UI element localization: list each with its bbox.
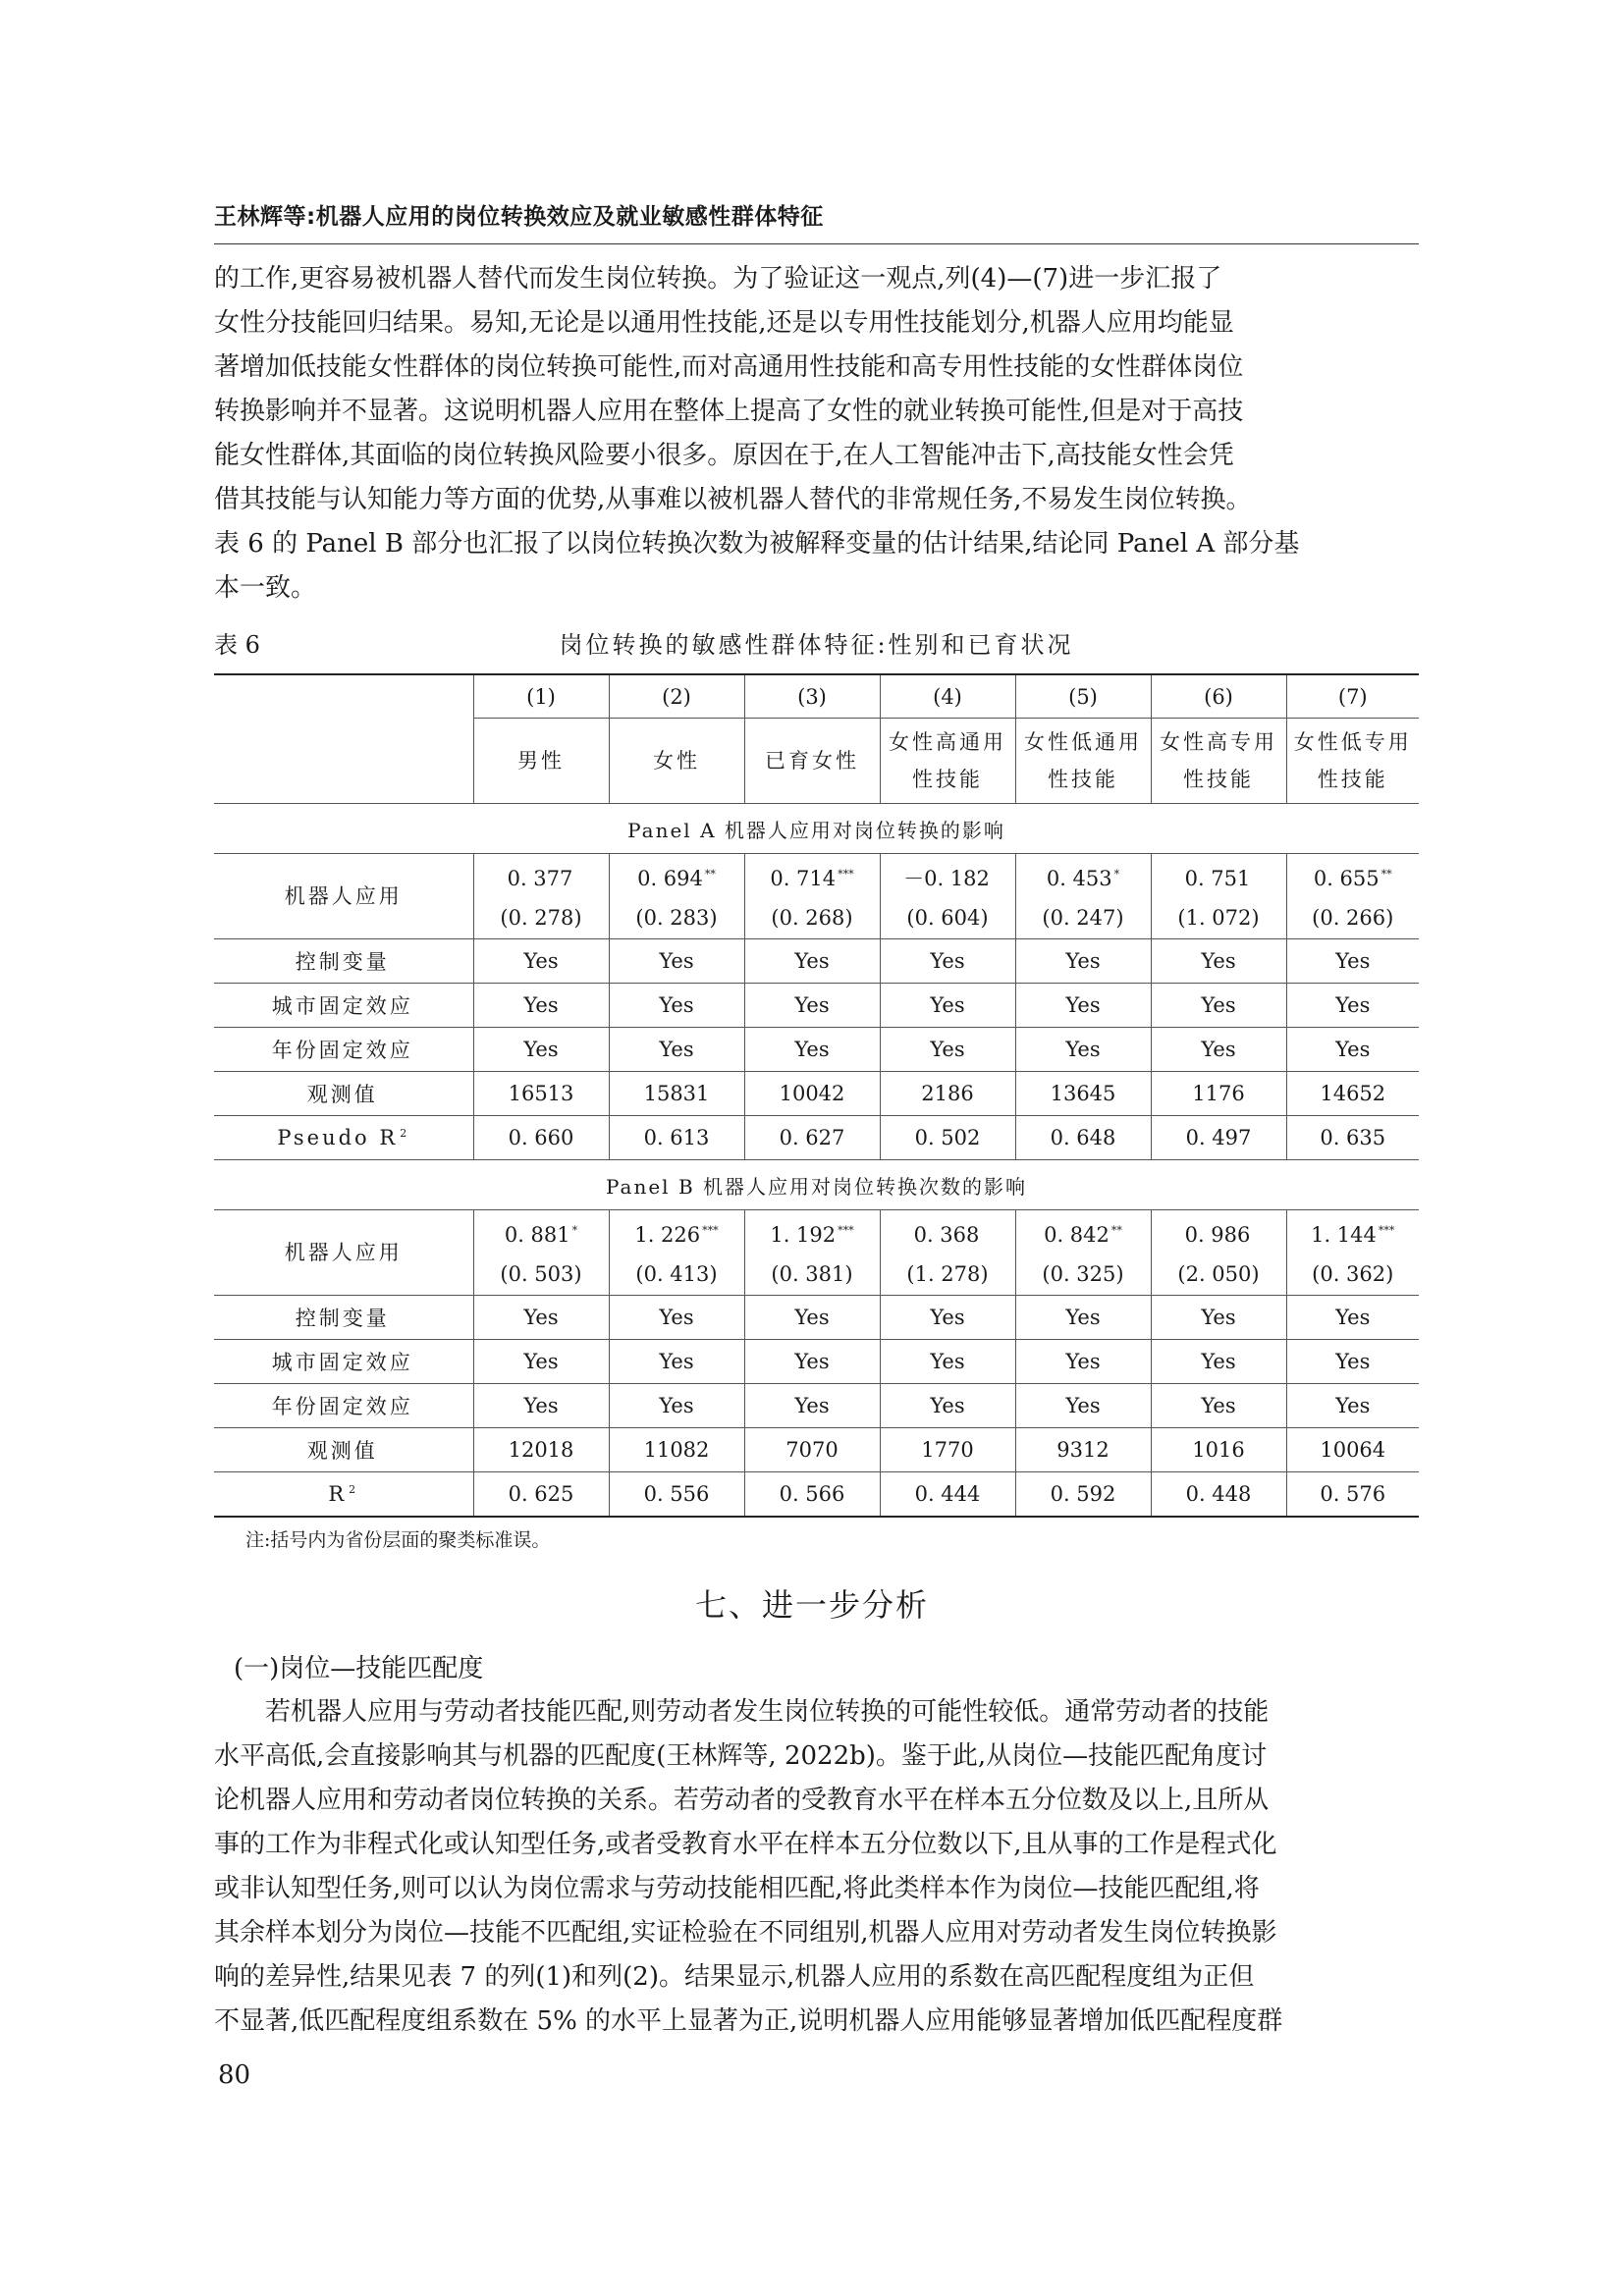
text-line: 水平高低,会直接影响其与机器的匹配度(王林辉等, 2022b)。鉴于此,从岗位—技能匹配角度讨 — [214, 1741, 1268, 1771]
row-label-superscript: 2 — [349, 1483, 359, 1496]
column-number: (2) — [609, 674, 744, 719]
row-label-text: 年份固定效应 — [271, 1395, 413, 1418]
table-cell: 0. 613 — [609, 1116, 744, 1160]
coefficient-cell — [1286, 1210, 1419, 1296]
coefficient-value: 0. 881 — [504, 1223, 570, 1247]
standard-error: (0. 283) — [635, 906, 718, 930]
coefficient-value: 1. 144 — [1311, 1223, 1377, 1247]
standard-error: (0. 413) — [635, 1262, 718, 1286]
table-cell: 10042 — [744, 1072, 880, 1116]
table-cell: Yes — [609, 1384, 744, 1428]
body-paragraph-2 — [214, 1690, 1419, 2044]
standard-error: (1. 278) — [906, 1262, 989, 1286]
coefficient-value: 0. 655 — [1313, 867, 1380, 890]
coefficient-value: 0. 986 — [1184, 1223, 1251, 1247]
table-cell: 0. 660 — [473, 1116, 609, 1160]
row-label: 机器人应用 — [214, 854, 473, 939]
table-cell: 0. 448 — [1151, 1472, 1286, 1518]
table-cell: Yes — [473, 1384, 609, 1428]
table-cell: Yes — [609, 1340, 744, 1384]
table-number: 表 6 — [214, 631, 260, 659]
standard-error: (0. 325) — [1042, 1262, 1124, 1286]
text-line: 著增加低技能女性群体的岗位转换可能性,而对高通用性技能和高专用性技能的女性群体岗位 — [214, 352, 1244, 382]
row-label-text: 城市固定效应 — [271, 994, 413, 1018]
column-header: 女性低专用 性技能 — [1286, 719, 1419, 804]
table-cell: Yes — [1015, 1028, 1151, 1072]
row-label-text: R — [328, 1482, 348, 1506]
table-row — [214, 1384, 1419, 1428]
table-cell: 0. 576 — [1286, 1472, 1419, 1518]
table-cell: Yes — [1015, 1340, 1151, 1384]
table-cell: Yes — [880, 1340, 1015, 1384]
table-cell: Yes — [1286, 1384, 1419, 1428]
table-row — [214, 1028, 1419, 1072]
text-line: 或非认知型任务,则可以认为岗位需求与劳动技能相匹配,将此类样本作为岗位—技能匹配组,将 — [214, 1874, 1260, 1903]
column-number: (1) — [473, 674, 609, 719]
significance-stars: ** — [1380, 868, 1392, 881]
table-cell: 0. 497 — [1151, 1116, 1286, 1160]
row-label — [214, 1296, 473, 1340]
table-cell: Yes — [1286, 984, 1419, 1028]
table-cell: Yes — [473, 1340, 609, 1384]
table-cell: Yes — [609, 984, 744, 1028]
coefficient-value: 0. 714 — [770, 867, 837, 890]
coefficient-cell — [1286, 854, 1419, 939]
table-row — [214, 939, 1419, 984]
table-cell: Yes — [609, 1028, 744, 1072]
coefficient-row — [214, 1210, 1419, 1296]
row-label — [214, 1028, 473, 1072]
standard-error: (2. 050) — [1177, 1262, 1260, 1286]
standard-error: (0. 604) — [906, 906, 989, 930]
coefficient-value: 0. 453 — [1046, 867, 1112, 890]
table-cell: Yes — [744, 939, 880, 984]
row-label: 机器人应用 — [214, 1210, 473, 1296]
row-label — [214, 984, 473, 1028]
significance-stars: ** — [704, 868, 716, 881]
column-number-row — [214, 674, 1419, 719]
table-cell: Yes — [473, 1028, 609, 1072]
panel-a-title-row — [214, 804, 1419, 854]
table-cell: 13645 — [1015, 1072, 1151, 1116]
row-label-text: 观测值 — [306, 1083, 378, 1106]
text-line: 的工作,更容易被机器人替代而发生岗位转换。为了验证这一观点,列(4)—(7)进一步汇报了 — [214, 264, 1222, 294]
coefficient-value: 0. 842 — [1044, 1223, 1110, 1247]
table-cell: Yes — [744, 1296, 880, 1340]
table-cell: Yes — [473, 939, 609, 984]
table-cell: 14652 — [1286, 1072, 1419, 1116]
table-row — [214, 1116, 1419, 1160]
coefficient-cell — [609, 854, 744, 939]
text-line: 事的工作为非程式化或认知型任务,或者受教育水平在样本五分位数以下,且从事的工作是程式化 — [214, 1830, 1277, 1859]
row-label — [214, 1116, 473, 1160]
column-header: 男性 — [473, 719, 609, 804]
standard-error: (0. 247) — [1042, 906, 1124, 930]
table-cell: 0. 566 — [744, 1472, 880, 1518]
row-label-text: Pseudo R — [277, 1126, 399, 1149]
text-line: 借其技能与认知能力等方面的优势,从事难以被机器人替代的非常规任务,不易发生岗位转换。 — [214, 485, 1252, 514]
column-number: (7) — [1286, 674, 1419, 719]
table-cell: Yes — [1286, 1296, 1419, 1340]
text-line: 论机器人应用和劳动者岗位转换的关系。若劳动者的受教育水平在样本五分位数及以上,且所从 — [214, 1786, 1270, 1815]
table-cell: 0. 625 — [473, 1472, 609, 1518]
standard-error: (0. 266) — [1312, 906, 1394, 930]
table-cell: Yes — [1151, 1296, 1286, 1340]
row-label-text: 控制变量 — [295, 950, 390, 974]
table-cell: Yes — [609, 939, 744, 984]
stub-header — [214, 674, 473, 804]
coefficient-cell — [880, 1210, 1015, 1296]
coefficient-value: －0. 182 — [903, 867, 990, 890]
coefficient-value: 0. 751 — [1184, 867, 1251, 890]
panel-b-body — [214, 1210, 1419, 1518]
coefficient-cell — [744, 1210, 880, 1296]
coefficient-value: 1. 192 — [770, 1223, 837, 1247]
row-label — [214, 1384, 473, 1428]
table-cell: Yes — [1151, 939, 1286, 984]
panel-a-title: Panel A 机器人应用对岗位转换的影响 — [214, 804, 1419, 854]
row-label — [214, 1428, 473, 1472]
page-number: 80 — [218, 2060, 251, 2090]
column-number: (5) — [1015, 674, 1151, 719]
table-row — [214, 1472, 1419, 1518]
coefficient-value: 0. 368 — [913, 1223, 980, 1247]
significance-stars: ** — [1110, 1224, 1122, 1237]
column-header: 女性高专用 性技能 — [1151, 719, 1286, 804]
running-title: 王林辉等:机器人应用的岗位转换效应及就业敏感性群体特征 — [214, 204, 824, 230]
row-label — [214, 1340, 473, 1384]
table-cell: Yes — [1015, 984, 1151, 1028]
table-cell: Yes — [880, 939, 1015, 984]
section-heading: 七、进一步分析 — [694, 1586, 929, 1624]
table-row — [214, 984, 1419, 1028]
row-label — [214, 1472, 473, 1518]
table-cell: 11082 — [609, 1428, 744, 1472]
coefficient-cell — [609, 1210, 744, 1296]
table-cell: 0. 556 — [609, 1472, 744, 1518]
coefficient-cell — [744, 854, 880, 939]
row-label-superscript: 2 — [400, 1127, 410, 1140]
panel-b-title-row — [214, 1160, 1419, 1210]
text-line: 本一致。 — [214, 573, 317, 603]
table-row — [214, 1340, 1419, 1384]
column-header: 已育女性 — [744, 719, 880, 804]
table-cell: Yes — [1151, 1384, 1286, 1428]
coefficient-value: 0. 694 — [637, 867, 703, 890]
standard-error: (0. 503) — [500, 1262, 582, 1286]
table-cell: Yes — [1015, 1296, 1151, 1340]
table-row — [214, 1296, 1419, 1340]
table-cell: Yes — [609, 1296, 744, 1340]
standard-error: (0. 362) — [1312, 1262, 1394, 1286]
table-cell: 16513 — [473, 1072, 609, 1116]
coefficient-row — [214, 854, 1419, 939]
significance-stars: * — [1113, 868, 1120, 881]
significance-stars: * — [571, 1224, 578, 1237]
table-cell: 1016 — [1151, 1428, 1286, 1472]
table-cell: 15831 — [609, 1072, 744, 1116]
text-line: 不显著,低匹配程度组系数在 5% 的水平上显著为正,说明机器人应用能够显著增加低匹配程度群 — [214, 2006, 1283, 2036]
table-cell: Yes — [744, 984, 880, 1028]
table-title: 岗位转换的敏感性群体特征:性别和已育状况 — [559, 631, 1074, 659]
table-cell: Yes — [1286, 1340, 1419, 1384]
coefficient-value: 1. 226 — [634, 1223, 701, 1247]
table-cell: 9312 — [1015, 1428, 1151, 1472]
panel-a-body — [214, 854, 1419, 1160]
row-label-text: 城市固定效应 — [271, 1351, 413, 1374]
coefficient-cell — [1015, 1210, 1151, 1296]
standard-error: (0. 278) — [500, 906, 582, 930]
text-line: 女性分技能回归结果。易知,无论是以通用性技能,还是以专用性技能划分,机器人应用均能显 — [214, 308, 1234, 338]
table-note: 注:括号内为省份层面的聚类标准误。 — [245, 1529, 551, 1551]
table-cell: Yes — [880, 1028, 1015, 1072]
table-row — [214, 1072, 1419, 1116]
row-label — [214, 1072, 473, 1116]
coefficient-cell — [473, 1210, 609, 1296]
text-line: 转换影响并不显著。这说明机器人应用在整体上提高了女性的就业转换可能性,但是对于高技 — [214, 397, 1244, 426]
row-label-text: 控制变量 — [295, 1307, 390, 1330]
table-cell: 0. 635 — [1286, 1116, 1419, 1160]
table-cell: Yes — [880, 1296, 1015, 1340]
table-cell: 0. 627 — [744, 1116, 880, 1160]
text-line: 表 6 的 Panel B 部分也汇报了以岗位转换次数为被解释变量的估计结果,结论同 Panel A 部分基 — [214, 529, 1300, 559]
column-header: 女性低通用 性技能 — [1015, 719, 1151, 804]
significance-stars: *** — [702, 1224, 719, 1237]
regression-table — [214, 673, 1419, 1518]
table-cell: Yes — [1151, 984, 1286, 1028]
running-header — [214, 194, 1419, 244]
panel-b-title: Panel B 机器人应用对岗位转换次数的影响 — [214, 1160, 1419, 1210]
table-cell: Yes — [744, 1384, 880, 1428]
standard-error: (1. 072) — [1177, 906, 1260, 930]
table-cell: 7070 — [744, 1428, 880, 1472]
table-cell: Yes — [1151, 1028, 1286, 1072]
row-label-text: 观测值 — [306, 1439, 378, 1463]
table-cell: 0. 444 — [880, 1472, 1015, 1518]
standard-error: (0. 268) — [771, 906, 853, 930]
table-cell: Yes — [880, 984, 1015, 1028]
standard-error: (0. 381) — [771, 1262, 853, 1286]
table-cell: Yes — [1286, 939, 1419, 984]
coefficient-value: 0. 377 — [507, 867, 573, 890]
table-caption — [214, 625, 1419, 661]
significance-stars: *** — [838, 868, 854, 881]
table-cell: Yes — [880, 1384, 1015, 1428]
table-cell: 2186 — [880, 1072, 1015, 1116]
table-cell: 1176 — [1151, 1072, 1286, 1116]
table-cell: Yes — [1015, 939, 1151, 984]
table-cell: 0. 648 — [1015, 1116, 1151, 1160]
table-cell: 0. 592 — [1015, 1472, 1151, 1518]
table-cell: Yes — [1015, 1384, 1151, 1428]
coefficient-cell — [473, 854, 609, 939]
text-line: 响的差异性,结果见表 7 的列(1)和列(2)。结果显示,机器人应用的系数在高匹配程度组为正但 — [214, 1962, 1255, 1992]
table-cell: 10064 — [1286, 1428, 1419, 1472]
text-line: 其余样本划分为岗位—技能不匹配组,实证检验在不同组别,机器人应用对劳动者发生岗位转换影 — [214, 1918, 1277, 1948]
table-cell: Yes — [744, 1340, 880, 1384]
coefficient-cell — [1151, 854, 1286, 939]
column-number: (6) — [1151, 674, 1286, 719]
table-cell: Yes — [473, 1296, 609, 1340]
body-paragraph-1 — [214, 257, 1419, 611]
text-line: 若机器人应用与劳动者技能匹配,则劳动者发生岗位转换的可能性较低。通常劳动者的技能 — [214, 1697, 1270, 1727]
table-cell: Yes — [1286, 1028, 1419, 1072]
row-label — [214, 939, 473, 984]
row-label-text: 年份固定效应 — [271, 1039, 413, 1062]
column-header: 女性高通用 性技能 — [880, 719, 1015, 804]
table-cell: Yes — [744, 1028, 880, 1072]
table-cell: Yes — [473, 984, 609, 1028]
column-number: (4) — [880, 674, 1015, 719]
significance-stars: *** — [1378, 1224, 1395, 1237]
coefficient-cell — [880, 854, 1015, 939]
table-row — [214, 1428, 1419, 1472]
subsection-heading: (一)岗位—技能匹配度 — [234, 1654, 484, 1683]
table-cell: Yes — [1151, 1340, 1286, 1384]
coefficient-cell — [1015, 854, 1151, 939]
table-cell: 1770 — [880, 1428, 1015, 1472]
coefficient-cell — [1151, 1210, 1286, 1296]
text-line: 能女性群体,其面临的岗位转换风险要小很多。原因在于,在人工智能冲击下,高技能女性会凭 — [214, 441, 1234, 470]
table-cell: 0. 502 — [880, 1116, 1015, 1160]
column-header: 女性 — [609, 719, 744, 804]
column-number: (3) — [744, 674, 880, 719]
table-cell: 12018 — [473, 1428, 609, 1472]
significance-stars: *** — [838, 1224, 854, 1237]
